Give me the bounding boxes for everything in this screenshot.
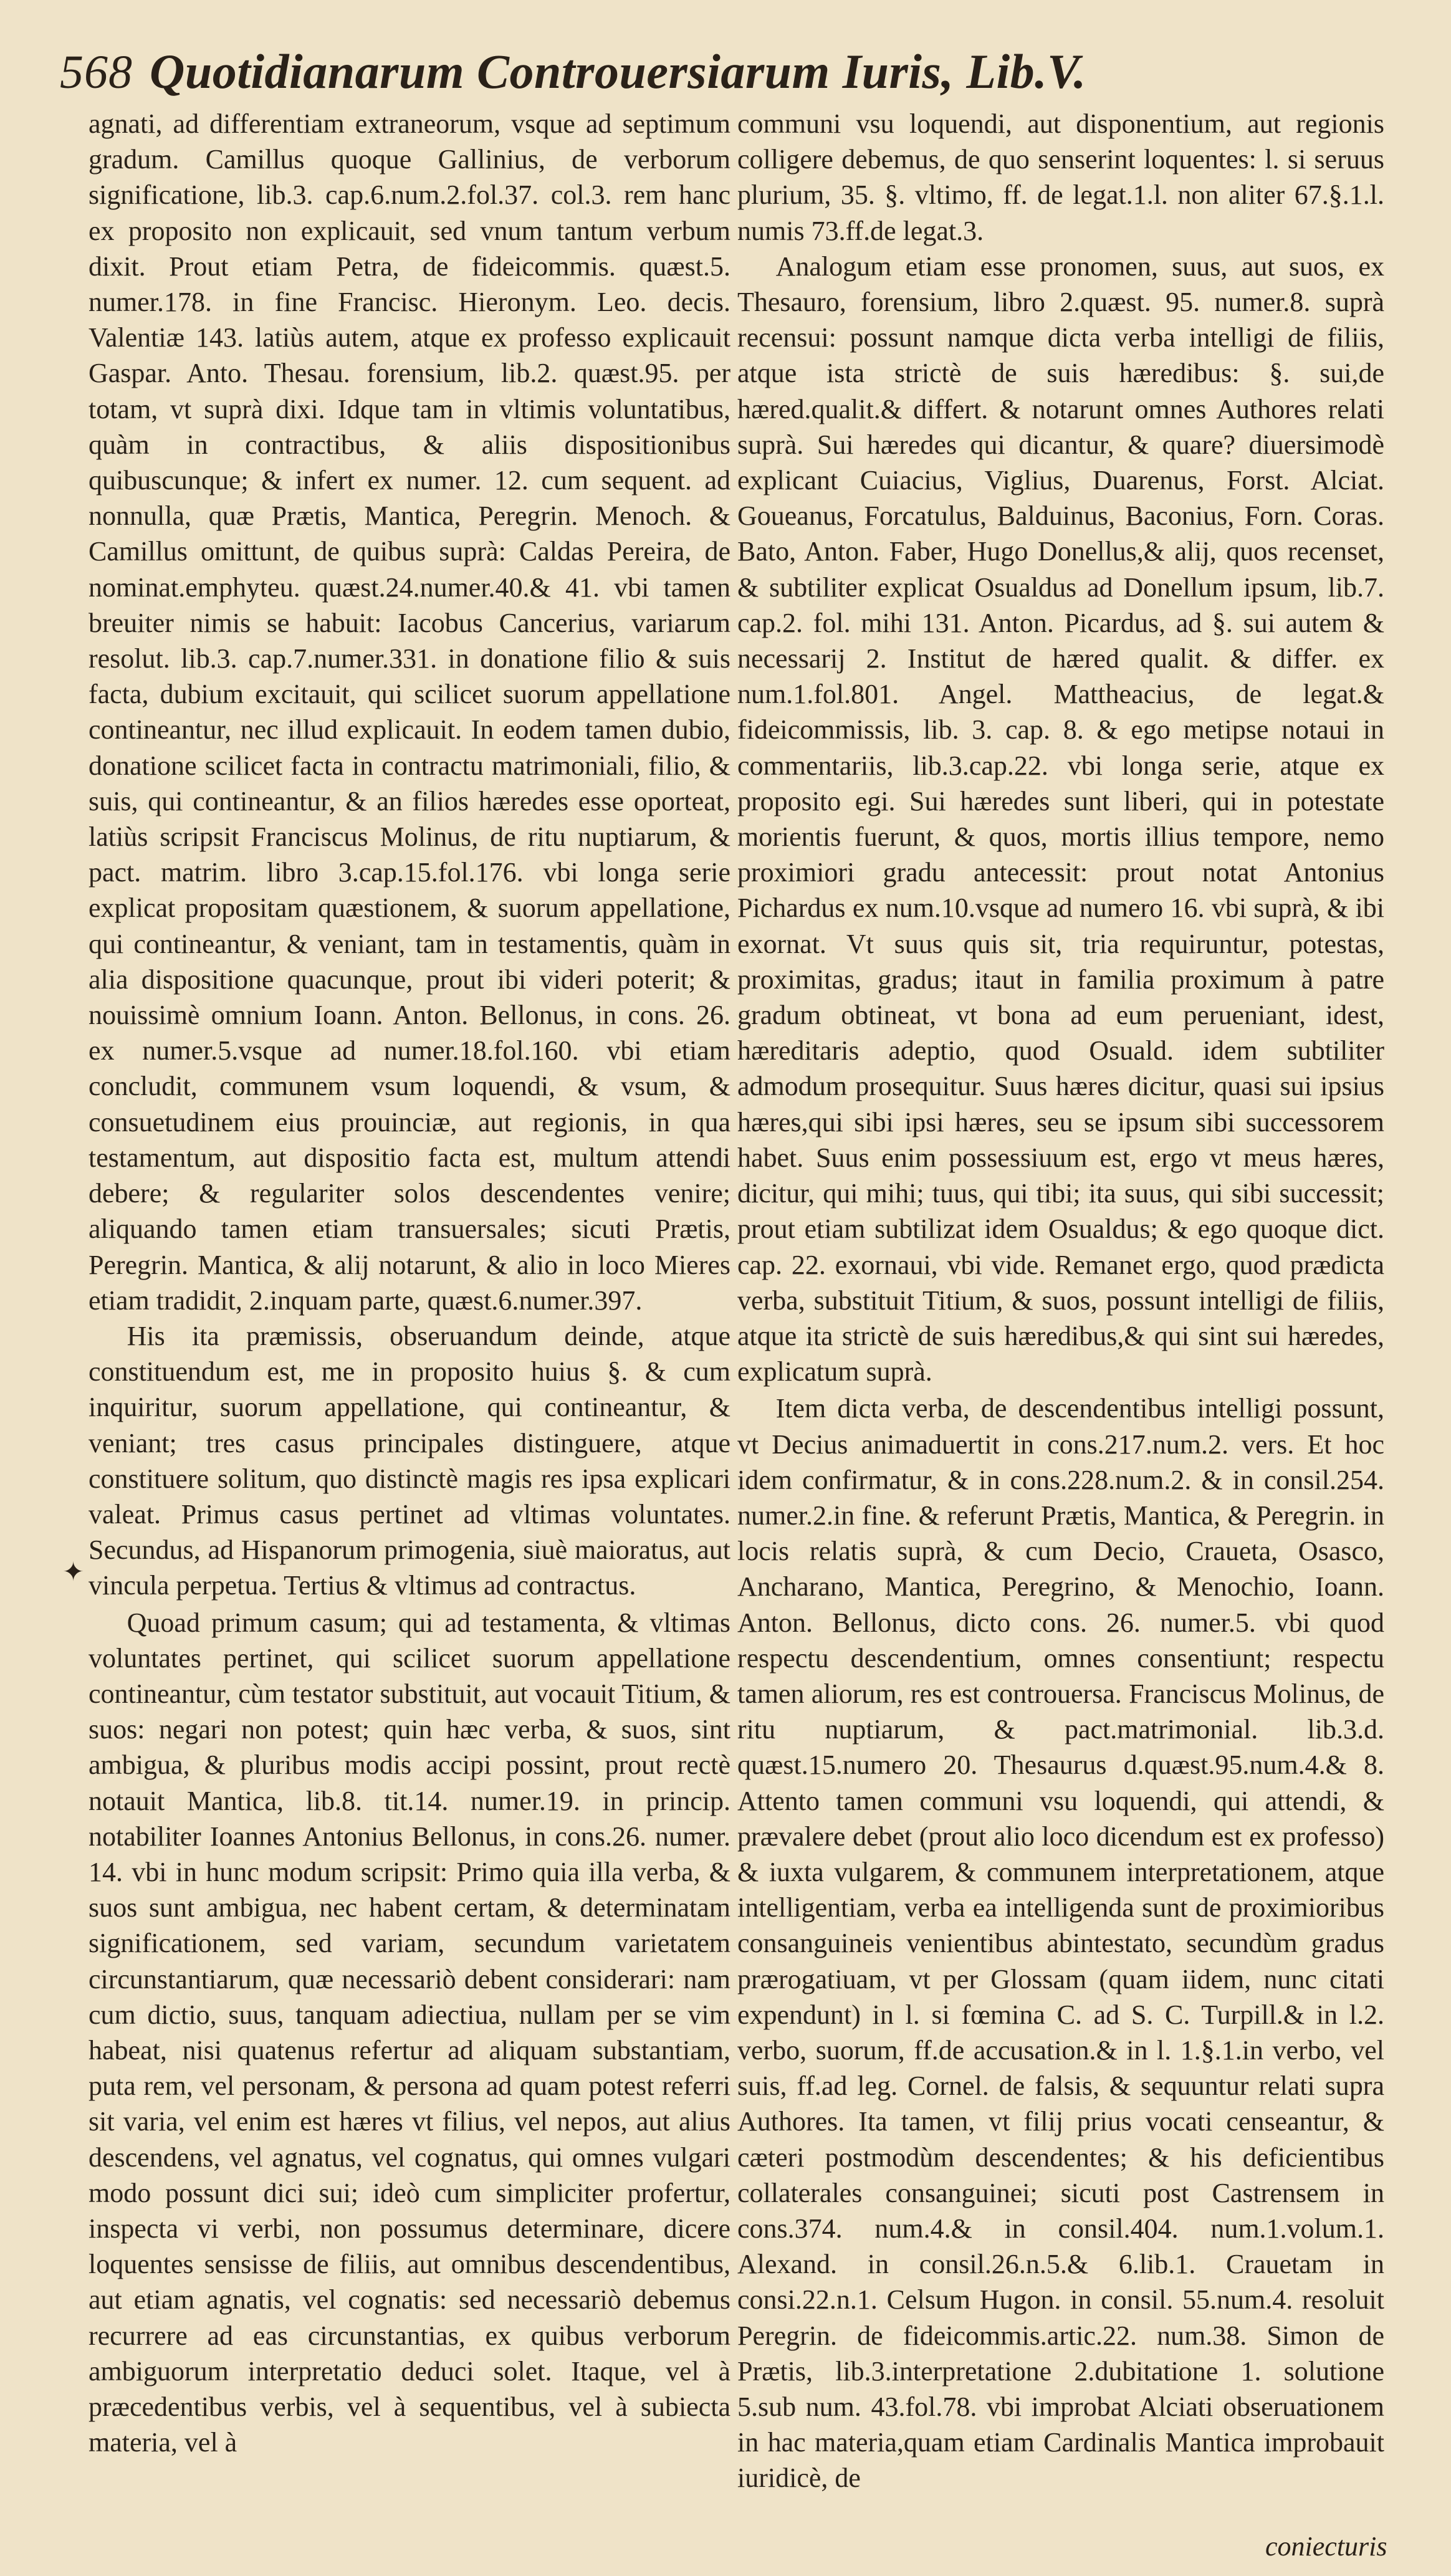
catchword: coniecturis <box>1265 2531 1387 2562</box>
running-title: Quotidianarum Controuersiarum Iuris, Lib.V. <box>150 44 1086 98</box>
right-column <box>737 106 1384 2496</box>
margin-marker-icon: ✦ <box>62 1558 85 1587</box>
right-paragraph-3: Item dicta verba, de descendentibus intelligi possunt, vt Decius animaduertit in cons.217.num.2. vers. Et hoc idem confirmatur, & in cons.228.num.2. & in consil.254. numer.2.in fine. & referunt Prætis, Mantica, & Peregrin. in locis relatis suprà, & cum Decio, Craueta, Osasco, Ancharano, Mantica, Peregrino, & Menochio, Ioann. Anton. Bellonus, dicto cons. 26. numer.5. vbi quod respectu descendentium, omnes consentiunt; respectu tamen aliorum, res est controuersa. Franciscus Molinus, de ritu nuptiarum, & pact.matrimonial. lib.3.d. quæst.15.numero 20. Thesaurus d.quæst.95.num.4.& 8. Attento tamen communi vsu loquendi, qui attendi, & prævalere debet (prout alio loco dicendum est ex professo) & iuxta vulgarem, & communem interpretationem, atque intelligentiam, verba ea intelligenda sunt de proximioribus consanguineis venientibus abintestato, secundùm gradus prærogatiuam, vt per Glossam (quam iidem, nunc citati expendunt) in l. si fœmina C. ad S. C. Turpill.& in l.2. verbo, suorum, ff.de accusation.& in l. 1.§.1.in verbo, vel suis, ff.ad leg. Cornel. de falsis, & sequuntur relati supra Authores. Ita tamen, vt filij prius vocati censeantur, & cæteri postmodùm descendentes; & his deficientibus collaterales consanguinei; sicuti post Castrensem in cons.374. num.4.& in consil.404. num.1.volum.1. Alexand. in consil.26.n.5.& 6.lib.1. Crauetam in consi.22.n.1. Celsum Hugon. in consil. 55.num.4. resoluit Peregrin. de fideicommis.artic.22. num.38. Simon de Prætis, lib.3.interpretatione 2.dubitatione 1. solutione 5.sub num. 43.fol.78. vbi improbat Alciati obseruationem in hac materia,quam etiam Cardinalis Mantica improbauit iuridicè, de <box>737 1393 1384 2494</box>
right-paragraph-2: Analogum etiam esse pronomen, suus, aut suos, ex Thesauro, forensium, libro 2.quæst. 95. numer.8. suprà recensui: possunt namque dicta verba intelligi de filiis, atque ista strictè de suis hæredibus: §. sui,de hæred.qualit.& differt. & notarunt omnes Authores relati suprà. Sui hæredes qui dicantur, & quare? diuersimodè explicant Cuiacius, Viglius, Duarenus, Forst. Alciat. Goueanus, Forcatulus, Balduinus, Baconius, Forn. Coras. Bato, Anton. Faber, Hugo Donellus,& alij, quos recenset, & subtiliter explicat Osualdus ad Donellum ipsum, lib.7. cap.2. fol. mihi 131. Anton. Picardus, ad §. sui autem & necessarij 2. Institut de hæred qualit. & differ. ex num.1.fol.801. Angel. Mattheacius, de legat.& fideicommissis, lib. 3. cap. 8. & ego metipse notaui in commentariis, lib.3.cap.22. vbi longa serie, atque ex proposito egi. Sui hæredes sunt liberi, qui in potestate morientis fuerunt, & quos, mortis illius tempore, nemo proximiori gradu antecessit: prout notat Antonius Pichardus ex num.10.vsque ad numero 16. vbi suprà, & ibi exornat. Vt suus quis sit, tria requiruntur, potestas, proximitas, gradus; itaut in familia proximum à patre gradum obtineat, vt bona ad eum perueniant, idest, hæreditaris adeptio, quod Osuald. idem subtiliter admodum prosequitur. Suus hæres dicitur, quasi sui ipsius hæres,qui sibi ipsi hæres, seu se ipsum sibi successorem habet. Suus enim possessiuum est, ergo vt meus hæres, dicitur, qui mihi; tuus, qui tibi; ita suus, qui sibi successit; prout etiam subtilizat idem Osualdus; & ego quoque dict. cap. 22. exornaui, vbi vide. Remanet ergo, quod prædicta verba, substituit Titium, & suos, possunt intelligi de filiis, atque ita strictè de suis hæredibus,& qui sint sui hæredes, explicatum suprà. <box>737 251 1384 1387</box>
page-number: 568 <box>60 46 133 98</box>
left-paragraph-3: Quoad primum casum; qui ad testamenta, & vltimas voluntates pertinet, qui scilicet suorum appellatione contineantur, cùm testator substituit, aut vocauit Titium, & suos: negari non potest; quin hæc verba, & suos, sint ambigua, & pluribus modis accipi possint, prout rectè notauit Mantica, lib.8. tit.14. numer.19. in princip. notabiliter Ioannes Antonius Bellonus, in cons.26. numer. 14. vbi in hunc modum scripsit: Primo quia illa verba, & suos sunt ambigua, nec habent certam, & determinatam significationem, sed variam, secundum varietatem circunstantiarum, quæ necessariò debent considerari: nam cum dictio, suus, tanquam adiectiua, nullam per se vim habeat, nisi quatenus refertur ad aliquam substantiam, puta rem, vel personam, & persona ad quam potest referri sit varia, vel enim est hæres vt filius, vel nepos, aut alius descendens, vel agnatus, vel cognatus, qui omnes vulgari modo possunt dici sui; ideò cum simpliciter profertur, inspecta vi verbi, non possumus determinare, dicere loquentes sensisse de filiis, aut omnibus descendentibus, aut etiam agnatis, vel cognatis: sed necessariò debemus recurrere ad eas circunstantias, ex quibus verborum ambiguorum interpretatio deduci solet. Itaque, vel à præcedentibus verbis, vel à sequentibus, vel à subiecta materia, vel à <box>89 1607 730 2458</box>
left-paragraph-1: agnati, ad differentiam extraneorum, vsque ad septimum gradum. Camillus quoque Gallinius, de verborum significatione, lib.3. cap.6.num.2.fol.37. col.3. rem hanc ex proposito non explicauit, sed vnum tantum verbum dixit. Prout etiam Petra, de fideicommis. quæst.5. numer.178. in fine Francisc. Hieronym. Leo. decis. Valentiæ 143. latiùs autem, atque ex professo explicauit Gaspar. Anto. Thesau. forensium, lib.2. quæst.95. per totam, vt suprà dixi. Idque tam in vltimis voluntatibus, quàm in contractibus, & aliis dispositionibus quibuscunque; & infert ex numer. 12. cum sequent. ad nonnulla, quæ Prætis, Mantica, Peregrin. Menoch. & Camillus omittunt, de quibus suprà: Caldas Pereira, de nominat.emphyteu. quæst.24.numer.40.& 41. vbi tamen breuiter nimis se habuit: Iacobus Cancerius, variarum resolut. lib.3. cap.7.numer.331. in donatione filio & suis facta, dubium excitauit, qui scilicet suorum appellatione contineantur, nec illud explicauit. In eodem tamen dubio, donatione scilicet facta in contractu matrimoniali, filio, & suis, qui contineantur, & an filios hæredes esse oporteat, latiùs scripsit Franciscus Molinus, de ritu nuptiarum, & pact. matrim. libro 3.cap.15.fol.176. vbi longa serie explicat propositam quæstionem, & suorum appellatione, qui contineantur, & veniant, tam in testamentis, quàm in alia dispositione quacunque, prout ibi videri poterit; & nouissimè omnium Ioann. Anton. Bellonus, in cons. 26. ex numer.5.vsque ad numer.18.fol.160. vbi etiam concludit, communem vsum loquendi, & vsum, & consuetudinem eius prouinciæ, aut regionis, in qua testamentum, aut dispositio facta est, multum attendi debere; & regulariter solos descendentes venire; aliquando tamen etiam transuersales; sicuti Prætis, Peregrin. Mantica, & alij notarunt, & alio in loco Mieres etiam tradidit, 2.inquam parte, quæst.6.numer.397. <box>89 108 730 1316</box>
left-column <box>89 106 730 2460</box>
left-paragraph-2: His ita præmissis, obseruandum deinde, atque constituendum est, me in proposito huius §. & cum inquiritur, suorum appellatione, qui contineantur, & veniant; tres casus principales distinguere, atque constituere solitum, quo distinctè magis res ipsa explicari valeat. Primus casus pertinet ad vltimas voluntates. Secundus, ad Hispanorum primogenia, siuè maioratus, aut vincula perpetua. Tertius & vltimus ad contractus. <box>89 1320 730 1601</box>
right-paragraph-1: communi vsu loquendi, aut disponentium, aut regionis colligere debemus, de quo senserint loquentes: l. si seruus plurium, 35. §. vltimo, ff. de legat.1.l. non aliter 67.§.1.l. numis 73.ff.de legat.3. <box>737 108 1384 246</box>
